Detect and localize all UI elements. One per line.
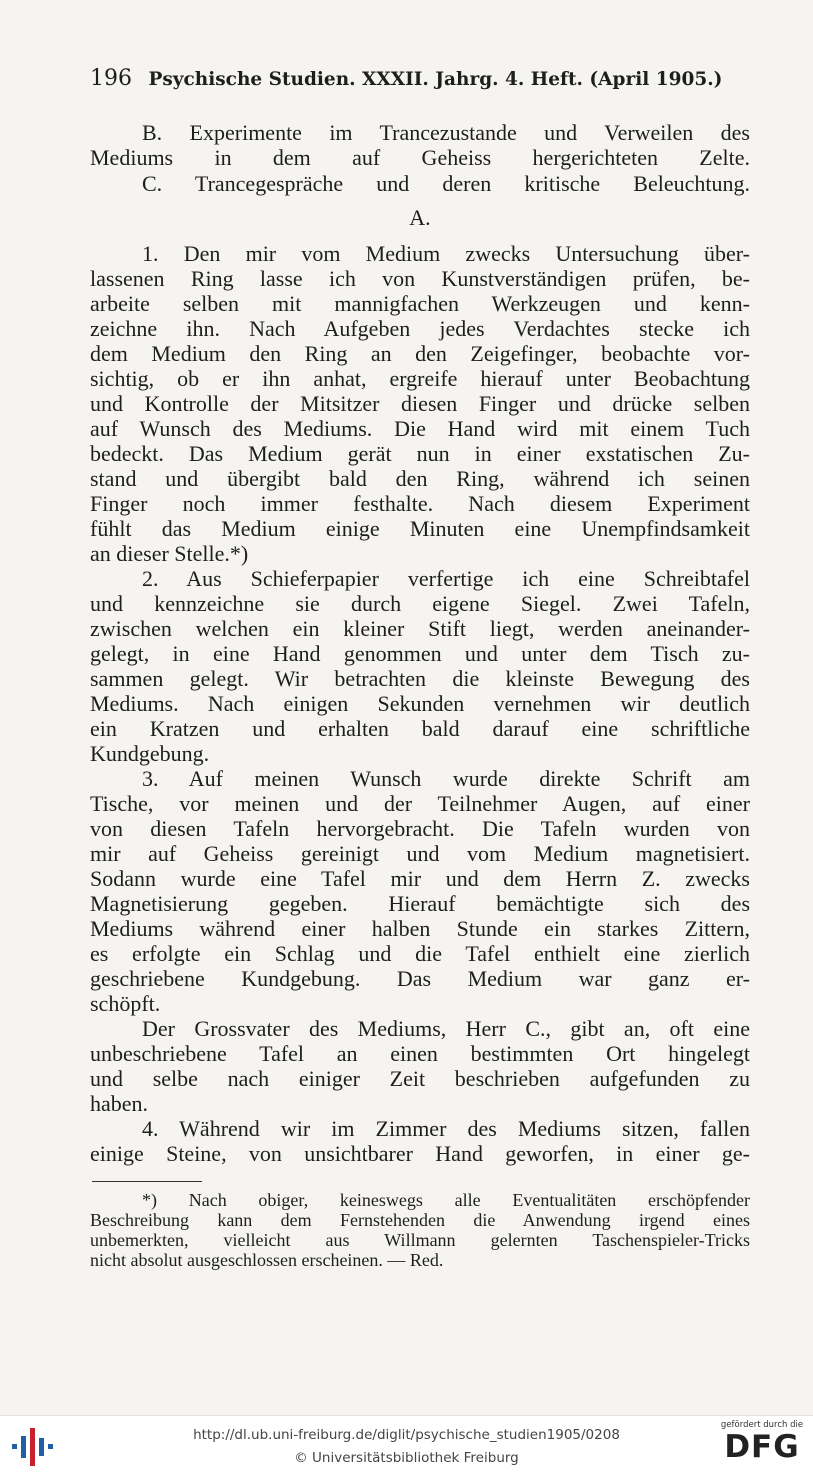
- text-line: fühlt das Medium einige Minuten eine Unempfindsamkeit: [90, 516, 750, 541]
- dfg-logo: [716, 1420, 808, 1470]
- dfg-logo-text: DFG: [724, 1429, 800, 1465]
- page-header: [90, 66, 723, 94]
- copyright-notice: © Universitätsbibliothek Freiburg: [294, 1450, 519, 1466]
- footnote-line: Beschreibung kann dem Fernstehenden die Anwendung irgend eines: [90, 1210, 750, 1230]
- text-line: geschriebene Kundgebung. Das Medium war ganz er-: [90, 966, 750, 991]
- text-line: unbeschriebene Tafel an einen bestimmten Ort hingelegt: [90, 1041, 750, 1066]
- footnote-line: unbemerkten, vielleicht aus Willmann gelernten Taschenspieler-Tricks: [90, 1230, 750, 1250]
- text-line: lassenen Ring lasse ich von Kunstverständigen prüfen, be-: [90, 266, 750, 291]
- text-line: zeichne ihn. Nach Aufgeben jedes Verdachtes stecke ich: [90, 316, 750, 341]
- permalink-url[interactable]: http://dl.ub.uni-freiburg.de/diglit/psychische_studien1905/0208: [193, 1427, 620, 1443]
- footnote-line: *) Nach obiger, keineswegs alle Eventualitäten erschöpfender: [142, 1190, 750, 1210]
- text-line: es erfolgte ein Schlag und die Tafel enthielt eine zierlich: [90, 941, 750, 966]
- text-line: 1. Den mir vom Medium zwecks Untersuchung über-: [142, 241, 750, 266]
- text-line: Magnetisierung gegeben. Hierauf bemächtigte sich des: [90, 891, 750, 916]
- text-line: mir auf Geheiss gereinigt und vom Medium magnetisiert.: [90, 841, 750, 866]
- text-line: haben.: [90, 1091, 149, 1116]
- running-title: Psychische Studien. XXXII. Jahrg. 4. Heft. (April 1905.): [148, 69, 723, 90]
- text-line: sammen gelegt. Wir betrachten die kleinste Bewegung des: [90, 666, 750, 691]
- footnote-divider: [92, 1181, 202, 1182]
- text-line: gelegt, in eine Hand genommen und unter dem Tisch zu-: [90, 641, 750, 666]
- text-line: Sodann wurde eine Tafel mir und dem Herrn Z. zwecks: [90, 866, 750, 891]
- footnote-line: nicht absolut ausgeschlossen erscheinen. — Red.: [90, 1250, 444, 1270]
- text-line: von diesen Tafeln hervorgebracht. Die Tafeln wurden von: [90, 816, 750, 841]
- text-line: auf Wunsch des Mediums. Die Hand wird mit einem Tuch: [90, 416, 750, 441]
- text-line: 3. Auf meinen Wunsch wurde direkte Schrift am: [142, 766, 750, 791]
- dfg-caption: gefördert durch die: [720, 1420, 804, 1430]
- text-line: ein Kratzen und erhalten bald darauf eine schriftliche: [90, 716, 750, 741]
- text-line: Kundgebung.: [90, 741, 210, 766]
- text-line: dem Medium den Ring an den Zeigefinger, beobachte vor-: [90, 341, 750, 366]
- text-line: 2. Aus Schieferpapier verfertige ich eine Schreibtafel: [142, 566, 750, 591]
- text-line: bedeckt. Das Medium gerät nun in einer exstatischen Zu-: [90, 441, 750, 466]
- text-line: Mediums. Nach einigen Sekunden vernehmen wir deutlich: [90, 691, 750, 716]
- text-line: und Kontrolle der Mitsitzer diesen Finger und drücke selben: [90, 391, 750, 416]
- text-line: schöpft.: [90, 991, 161, 1016]
- text-line: an dieser Stelle.*): [90, 541, 249, 566]
- viewer-footer: [0, 1415, 813, 1473]
- text-line: und kennzeichne sie durch eigene Siegel. Zwei Tafeln,: [90, 591, 750, 616]
- text-line: arbeite selben mit mannigfachen Werkzeugen und kenn-: [90, 291, 750, 316]
- text-line: Finger noch immer festhalte. Nach diesem Experiment: [90, 491, 750, 516]
- page-number: 196: [90, 66, 132, 91]
- text-line: Mediums während einer halben Stunde ein starkes Zittern,: [90, 916, 750, 941]
- section-heading: A.: [409, 205, 431, 230]
- text-line: einige Steine, von unsichtbarer Hand geworfen, in einer ge-: [90, 1141, 750, 1166]
- text-line: zwischen welchen ein kleiner Stift liegt, werden aneinander-: [90, 616, 750, 641]
- text-line: Der Grossvater des Mediums, Herr C., gibt an, oft eine: [142, 1016, 750, 1041]
- text-line: Mediums in dem auf Geheiss hergerichteten Zelte.: [90, 145, 750, 170]
- text-line: 4. Während wir im Zimmer des Mediums sitzen, fallen: [142, 1116, 750, 1141]
- text-line: B. Experimente im Trancezustande und Verweilen des: [142, 120, 750, 145]
- text-line: sichtig, ob er ihn anhat, ergreife hierauf unter Beobachtung: [90, 366, 750, 391]
- text-line: C. Trancegespräche und deren kritische Beleuchtung.: [142, 171, 750, 196]
- text-line: stand und übergibt bald den Ring, während ich seinen: [90, 466, 750, 491]
- text-line: Tische, vor meinen und der Teilnehmer Augen, auf einer: [90, 791, 750, 816]
- text-line: und selbe nach einiger Zeit beschrieben aufgefunden zu: [90, 1066, 750, 1091]
